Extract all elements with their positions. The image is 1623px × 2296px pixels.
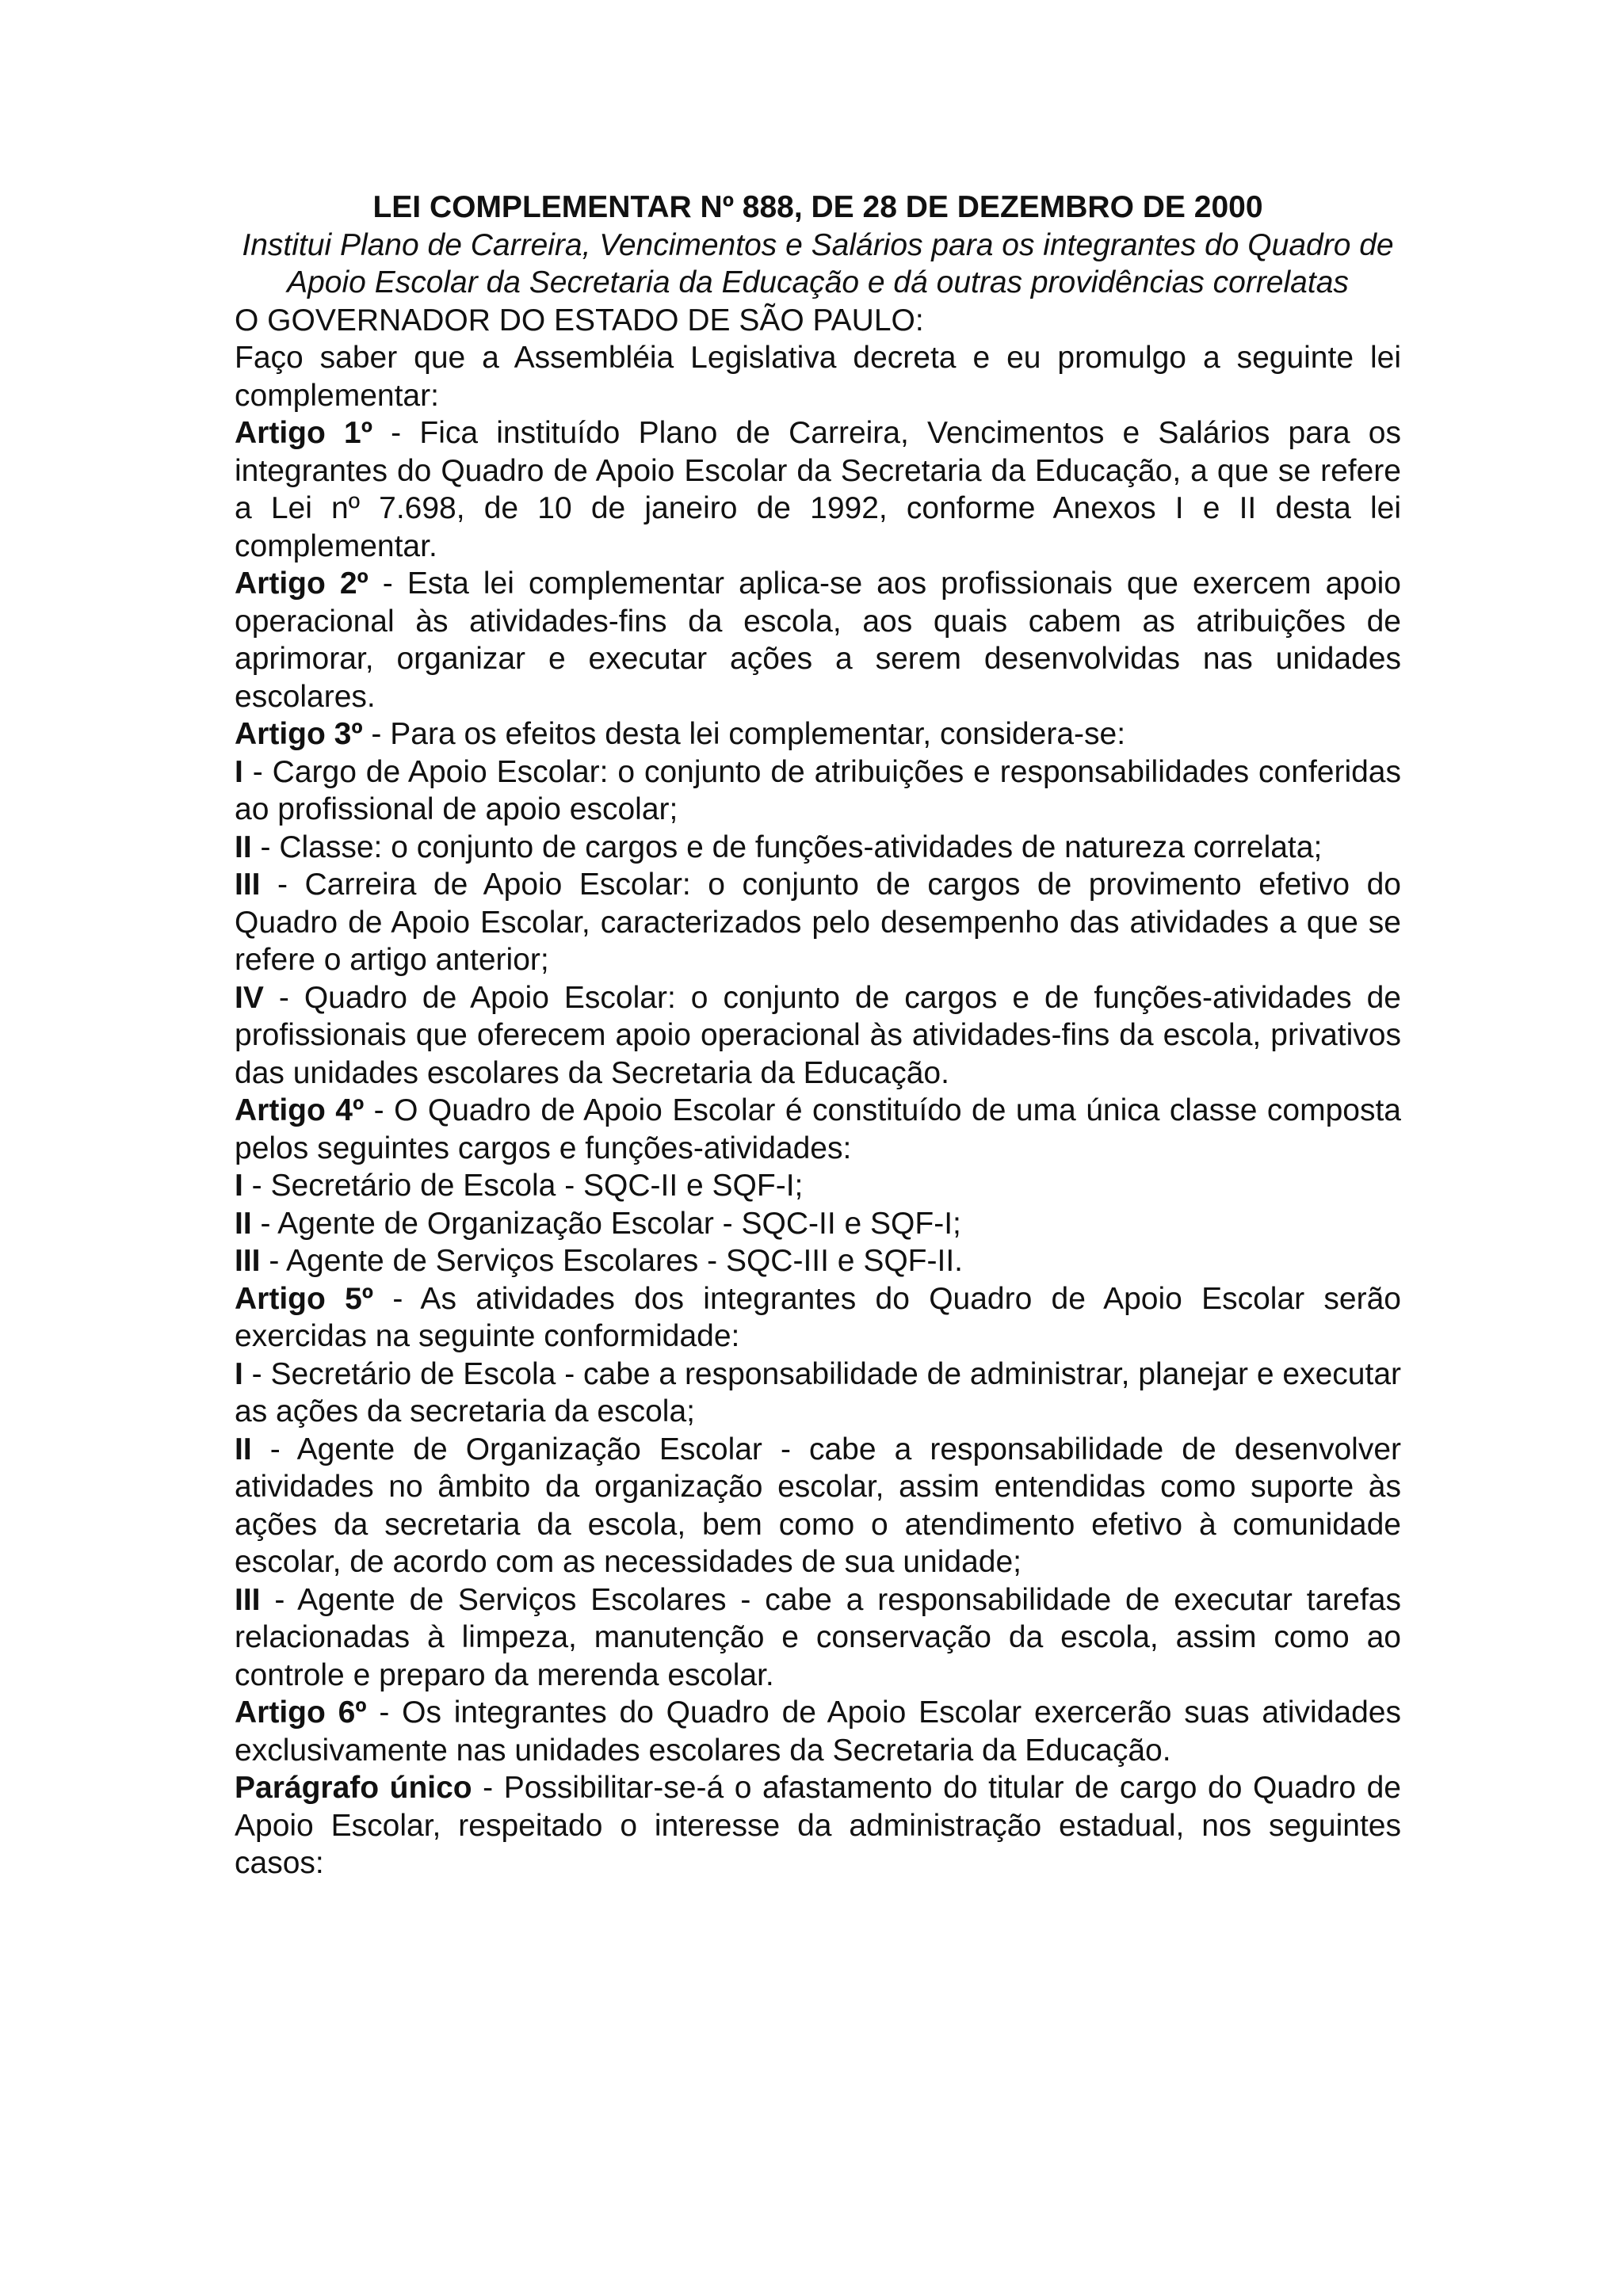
paragraph-text: - Agente de Organização Escolar - cabe a responsabilidade de desenvolver atividades no âmbito da organização escolar, assim entendidas como suporte às ações da secretaria da escola, bem como o atendimento efetivo à comunidade escolar, de acordo com as necessidades de sua unidade; [235, 1432, 1401, 1579]
paragraph-text: - Secretário de Escola - cabe a responsabilidade de administrar, planejar e executar as ações da secretaria da escola; [235, 1356, 1401, 1428]
paragraph [235, 753, 1401, 829]
paragraph [235, 1205, 1401, 1243]
paragraph-label: Artigo 3º [235, 717, 363, 751]
paragraph-text: - Esta lei complementar aplica-se aos profissionais que exercem apoio operacional às atividades-fins da escola, aos quais cabem as atribuições de aprimorar, organizar e executar ações a serem desenvolvidas nas unidades escolares. [235, 566, 1401, 714]
paragraph-label: I [235, 1169, 243, 1203]
paragraph-text: - Classe: o conjunto de cargos e de funções-atividades de natureza correlata; [251, 830, 1323, 864]
paragraph-text: - O Quadro de Apoio Escolar é constituído de uma única classe composta pelos seguintes cargos e funções-atividades: [235, 1093, 1401, 1165]
paragraph-label: IV [235, 980, 264, 1015]
paragraph-label: II [235, 1432, 252, 1466]
paragraph [235, 339, 1401, 414]
paragraph-text: - Agente de Organização Escolar - SQC-II e SQF-I; [251, 1206, 961, 1241]
law-title: LEI COMPLEMENTAR Nº 888, DE 28 DE DEZEMBRO DE 2000 [372, 190, 1263, 224]
paragraph [235, 866, 1401, 979]
paragraph-text: - Agente de Serviços Escolares - SQC-III e SQF-II. [260, 1244, 963, 1278]
paragraph [235, 414, 1401, 565]
paragraph-text: - Possibilitar-se-á o afastamento do titular de cargo do Quadro de Apoio Escolar, respeitado o interesse da administração estadual, nos seguintes casos: [235, 1771, 1401, 1880]
paragraph [235, 302, 1401, 340]
paragraph-label: Artigo 4º [235, 1093, 365, 1127]
document-page [235, 189, 1401, 1882]
paragraph-text: - Fica instituído Plano de Carreira, Vencimentos e Salários para os integrantes do Quadro de Apoio Escolar da Secretaria da Educação, a que se refere a Lei nº 7.698, de 10 de janeiro de 1992, conforme Anexos I e II desta lei complementar. [235, 416, 1401, 563]
paragraph [235, 1694, 1401, 1769]
paragraph-label: III [235, 868, 261, 902]
paragraph-label: III [235, 1582, 261, 1617]
paragraph [235, 565, 1401, 715]
paragraph-text: - Agente de Serviços Escolares - cabe a responsabilidade de executar tarefas relacionadas à limpeza, manutenção e conservação da escola, assim como ao controle e preparo da merenda escolar. [235, 1582, 1401, 1692]
paragraph-label: I [235, 754, 243, 789]
paragraph-label: I [235, 1356, 243, 1391]
paragraph-text: O GOVERNADOR DO ESTADO DE SÃO PAULO: [235, 303, 924, 338]
paragraph-text: - Carreira de Apoio Escolar: o conjunto de cargos de provimento efetivo do Quadro de Apoio Escolar, caracterizados pelo desempenho das atividades a que se refere o artigo anterior; [235, 868, 1401, 977]
paragraph-text: - Secretário de Escola - SQC-II e SQF-I; [242, 1169, 804, 1203]
paragraph [235, 1242, 1401, 1280]
law-subtitle: Institui Plano de Carreira, Vencimentos e Salários para os integrantes do Quadro de Apoio Escolar da Secretaria da Educação e dá outras providências correlatas [242, 227, 1394, 299]
paragraph [235, 1167, 1401, 1205]
paragraph [235, 1280, 1401, 1356]
paragraph-label: II [235, 830, 252, 864]
paragraph-text: - As atividades dos integrantes do Quadro de Apoio Escolar serão exercidas na seguinte conformidade: [235, 1281, 1401, 1353]
paragraph-text: - Para os efeitos desta lei complementar, considera-se: [362, 717, 1126, 751]
paragraph [235, 1431, 1401, 1581]
paragraph-label: Artigo 1º [235, 416, 372, 450]
paragraph-text: - Cargo de Apoio Escolar: o conjunto de atribuições e responsabilidades conferidas ao profissional de apoio escolar; [235, 754, 1401, 826]
paragraph-text: Faço saber que a Assembléia Legislativa decreta e eu promulgo a seguinte lei complementar: [235, 341, 1401, 413]
paragraph [235, 1092, 1401, 1167]
paragraph-label: Artigo 2º [235, 566, 369, 601]
paragraph-label: Parágrafo único [235, 1771, 472, 1805]
paragraph [235, 829, 1401, 867]
paragraph [235, 1769, 1401, 1882]
paragraph-label: Artigo 6º [235, 1695, 367, 1730]
paragraph-text: - Quadro de Apoio Escolar: o conjunto de cargos e de funções-atividades de profissionais que oferecem apoio operacional às atividades-fins da escola, privativos das unidades escolares da Secretaria da Educação. [235, 980, 1401, 1090]
paragraph-label: Artigo 5º [235, 1281, 374, 1316]
paragraph-label: III [235, 1244, 261, 1278]
paragraph [235, 1581, 1401, 1695]
paragraph [235, 715, 1401, 753]
paragraph [235, 979, 1401, 1093]
paragraph [235, 1356, 1401, 1431]
paragraph-text: - Os integrantes do Quadro de Apoio Escolar exercerão suas atividades exclusivamente nas unidades escolares da Secretaria da Educação. [235, 1695, 1401, 1768]
paragraph-label: II [235, 1206, 252, 1241]
